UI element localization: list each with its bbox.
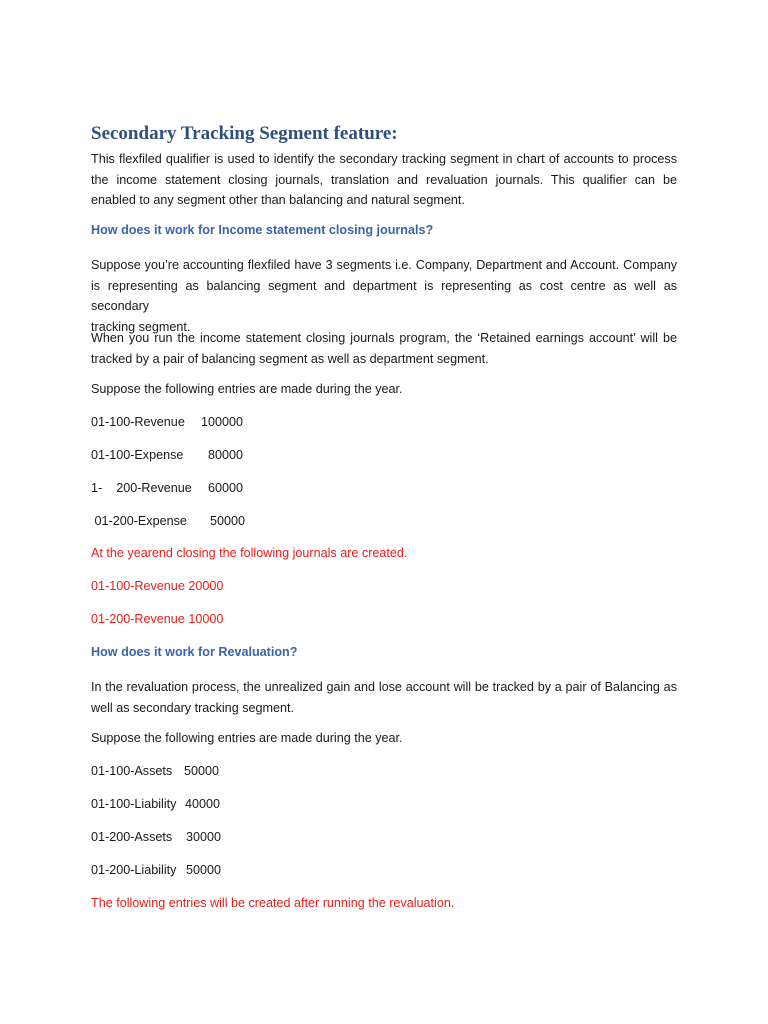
entry-amount: 100000 — [201, 415, 244, 429]
entries-intro: Suppose the following entries are made during the year. — [91, 731, 403, 745]
intro-line: enabled to any segment other than balancing and natural segment. — [91, 193, 465, 207]
paragraph-line: tracked by a pair of balancing segment as well as department segment. — [91, 351, 489, 366]
journal-entry — [91, 863, 222, 877]
intro-line: the income statement closing journals, translation and revaluation journals. This qualifier can be — [91, 172, 677, 187]
entry-amount: 40000 — [185, 797, 221, 811]
entry-account: 01-100-Expense — [91, 448, 184, 462]
entry-amount: 50000 — [184, 764, 220, 778]
closing-entry: 01-100-Revenue 20000 — [91, 579, 224, 593]
entry-account: 1- 200-Revenue — [91, 481, 192, 495]
paragraph-line: Suppose you’re accounting flexfiled have 3 segments i.e. Company, Department and Account. Company — [91, 258, 677, 272]
journal-entry — [91, 797, 221, 811]
revaluation-paragraph — [91, 677, 677, 718]
paragraph-line: When you run the income statement closing journals program, the ‘Retained earnings account’ will be — [91, 331, 677, 345]
entry-amount: 50000 — [186, 863, 222, 877]
entry-amount: 60000 — [208, 481, 244, 495]
intro-line: This flexfiled qualifier is used to identify the secondary tracking segment in chart of accounts to process — [91, 152, 677, 166]
entry-amount: 80000 — [208, 448, 244, 462]
journal-entry — [91, 514, 246, 528]
revaluation-note: The following entries will be created after running the revaluation. — [91, 896, 455, 910]
closing-entry: 01-200-Revenue 10000 — [91, 612, 224, 626]
paragraph-line: In the revaluation process, the unrealized gain and lose account will be tracked by a pair of Balancing as — [91, 680, 677, 694]
entry-account: 01-200-Liability — [91, 863, 177, 877]
paragraph-line: is representing as balancing segment and department is representing as cost centre as well as secondary — [91, 278, 677, 313]
paragraph-line: tracking segment. — [91, 319, 191, 334]
entry-account: 01-100-Liability — [91, 797, 177, 811]
journal-entry — [91, 448, 244, 462]
entry-account: 01-200-Assets — [91, 830, 173, 844]
journal-entry — [91, 764, 220, 778]
intro-paragraph — [91, 149, 677, 211]
journal-entry — [91, 415, 244, 429]
section-heading-revaluation: How does it work for Revaluation? — [91, 645, 298, 659]
journal-entry — [91, 830, 222, 844]
section-heading-income-statement: How does it work for Income statement closing journals? — [91, 223, 434, 237]
entry-amount: 50000 — [210, 514, 246, 528]
entry-account: 01-100-Revenue — [91, 415, 185, 429]
entry-amount: 30000 — [186, 830, 222, 844]
paragraph-line: well as secondary tracking segment. — [91, 700, 294, 715]
entry-account: 01-200-Expense — [91, 514, 187, 528]
closing-program-paragraph — [91, 328, 677, 369]
journal-entry — [91, 481, 244, 495]
closing-note: At the yearend closing the following journals are created. — [91, 546, 408, 560]
entry-account: 01-100-Assets — [91, 764, 173, 778]
segments-paragraph — [91, 255, 677, 337]
document-title: Secondary Tracking Segment feature: — [91, 123, 398, 144]
entries-intro: Suppose the following entries are made during the year. — [91, 382, 403, 396]
